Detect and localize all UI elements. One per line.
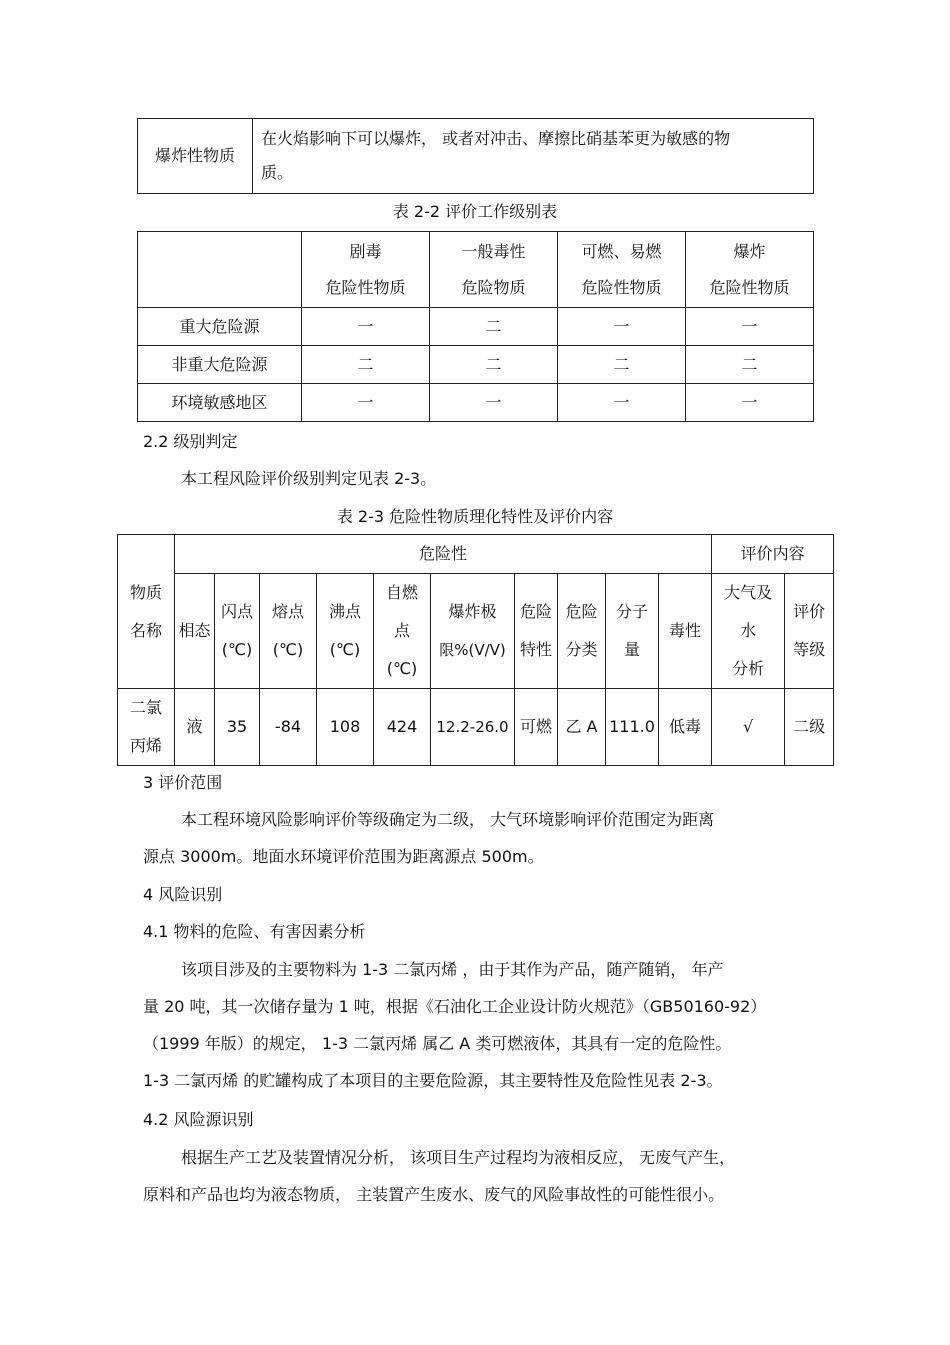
- explosive-label: 爆炸性物质: [138, 119, 253, 194]
- air-water-analysis-header: [712, 574, 785, 689]
- evaluation-grade-table: [137, 231, 814, 422]
- header-line: 熔点: [271, 602, 304, 621]
- grade-cell: 一: [558, 308, 686, 346]
- grade-cell: 一: [686, 308, 814, 346]
- row-label: 环境敏感地区: [138, 384, 302, 422]
- melting-point-header: [260, 574, 317, 689]
- header-line: (℃): [272, 640, 304, 659]
- header-line: 爆炸: [733, 241, 766, 261]
- flash-point-header: [215, 574, 260, 689]
- table-row: [138, 384, 814, 422]
- evaluation-group-header: 评价内容: [712, 535, 834, 574]
- grade-cell: 二: [686, 346, 814, 384]
- header-explosive: [686, 232, 814, 308]
- grade-cell: 一: [302, 384, 430, 422]
- molecular-weight-header: [606, 574, 659, 689]
- section-3-paragraph: [143, 801, 808, 875]
- description-line-2: 质。: [261, 163, 294, 182]
- boiling-point-header: [317, 574, 374, 689]
- molecular-weight-value: 111.0: [606, 689, 659, 766]
- header-flammable: [558, 232, 686, 308]
- evaluation-grade-header: [785, 574, 834, 689]
- header-line: 危险性物质: [709, 277, 790, 297]
- air-water-analysis-value: √: [712, 689, 785, 766]
- section-3-heading: 3 评价范围: [143, 773, 223, 792]
- header-general-toxic: [430, 232, 558, 308]
- header-line: 剧毒: [349, 241, 382, 261]
- header-line: 大气及: [724, 583, 773, 602]
- evaluation-grade-value: 二级: [785, 689, 834, 766]
- table-row: [138, 308, 814, 346]
- grade-cell: 二: [430, 346, 558, 384]
- header-line: 闪点: [220, 602, 253, 621]
- header-line: 可燃、易燃: [581, 241, 662, 261]
- section-4-2-paragraph: [143, 1139, 808, 1213]
- explosion-limit-value: 12.2-26.0: [431, 689, 515, 766]
- hazard-definition-table: [137, 118, 814, 194]
- header-line: (℃): [329, 640, 361, 659]
- table-row: [118, 689, 834, 766]
- autoignition-header: [374, 574, 431, 689]
- header-line: 分类: [565, 640, 598, 659]
- header-line: 危险: [565, 602, 598, 621]
- line-text: 该项目涉及的主要物料为 1-3 二氯丙烯 ，由于其作为产品，随产随销， 年产: [181, 960, 724, 979]
- section-4-1-paragraph: [143, 951, 808, 1099]
- paragraph-line: 源点 3000m。地面水环境评价范围为距离源点 500m。: [143, 847, 544, 866]
- toxicity-value: 低毒: [659, 689, 712, 766]
- boiling-point-value: 108: [317, 689, 374, 766]
- header-line: 水: [740, 621, 757, 640]
- line-text: 本工程环境风险影响评价等级确定为二级， 大气环境影响评价范围定为距离: [181, 810, 715, 829]
- melting-point-value: -84: [260, 689, 317, 766]
- header-line: 特性: [519, 640, 552, 659]
- grade-cell: 二: [558, 346, 686, 384]
- line-text: 根据生产工艺及装置情况分析， 该项目生产过程均为液相反应， 无废气产生，: [181, 1148, 736, 1167]
- header-line: 限%(V/V): [439, 641, 506, 659]
- section-4-1-heading: 4.1 物料的危险、有害因素分析: [143, 922, 366, 941]
- header-line: 评价: [793, 602, 826, 621]
- substance-properties-table: [117, 534, 834, 766]
- header-highly-toxic: [302, 232, 430, 308]
- header-line: 分子: [615, 602, 648, 621]
- danger-class-value: 乙 A: [558, 689, 606, 766]
- header-line: 自燃: [385, 583, 418, 602]
- grade-cell: 一: [558, 384, 686, 422]
- header-line: 物质: [129, 582, 162, 602]
- header-line: 分析: [732, 659, 765, 678]
- substance-name-header: [118, 535, 175, 689]
- phase-header: 相态: [175, 574, 215, 689]
- danger-characteristic-header: [515, 574, 558, 689]
- table-2-3-caption: 表 2-3 危险性物质理化特性及评价内容: [336, 507, 614, 526]
- autoignition-value: 424: [374, 689, 431, 766]
- header-line: 危险性物质: [325, 277, 406, 297]
- row-label: 非重大危险源: [138, 346, 302, 384]
- header-line: 危险物质: [461, 277, 526, 297]
- toxicity-header: 毒性: [659, 574, 712, 689]
- table-2-2-caption: 表 2-2 评价工作级别表: [392, 202, 558, 221]
- explosion-limit-header: [431, 574, 515, 689]
- header-line: 量: [623, 640, 640, 659]
- section-4-2-heading: 4.2 风险源识别: [143, 1110, 254, 1129]
- header-line: 沸点: [328, 602, 361, 621]
- paragraph-line: 量 20 吨，其一次储存量为 1 吨，根据《石油化工企业设计防火规范》（GB50160-92）: [143, 997, 767, 1016]
- substance-name: [118, 689, 175, 766]
- grade-cell: 二: [302, 346, 430, 384]
- section-2-2-text: 本工程风险评价级别判定见表 2-3。: [181, 469, 437, 488]
- header-line: 危险: [519, 602, 552, 621]
- grade-cell: 一: [430, 384, 558, 422]
- header-line: 一般毒性: [461, 241, 526, 261]
- description-line-1: 在火焰影响下可以爆炸， 或者对冲击、摩擦比硝基苯更为敏感的物: [261, 129, 731, 148]
- header-line: 等级: [793, 640, 826, 659]
- section-4-heading: 4 风险识别: [143, 885, 223, 904]
- paragraph-line: [143, 1139, 808, 1176]
- header-line: 点: [393, 621, 410, 640]
- section-2-2-heading: 2.2 级别判定: [143, 432, 238, 451]
- paragraph-line: 原料和产品也均为液态物质， 主装置产生废水、废气的风险事故性的可能性很小。: [143, 1185, 725, 1204]
- explosive-description: [253, 119, 814, 194]
- grade-cell: 一: [686, 384, 814, 422]
- table-row: [138, 346, 814, 384]
- danger-group-header: 危险性: [175, 535, 712, 574]
- paragraph-line: 1-3 二氯丙烯 的贮罐构成了本项目的主要危险源，其主要特性及危险性见表 2-3。: [143, 1071, 723, 1090]
- header-line: (℃): [386, 659, 418, 678]
- grade-cell: 一: [302, 308, 430, 346]
- name-line: 二氯: [129, 698, 162, 717]
- flash-point-value: 35: [215, 689, 260, 766]
- header-line: 名称: [129, 620, 162, 640]
- header-line: 危险性物质: [581, 277, 662, 297]
- row-label: 重大危险源: [138, 308, 302, 346]
- paragraph-line: [143, 801, 808, 838]
- grade-cell: 二: [430, 308, 558, 346]
- paragraph-line: （1999 年版）的规定， 1-3 二氯丙烯 属乙 A 类可燃液体，其具有一定的危险性。: [143, 1034, 732, 1053]
- header-line: (℃): [221, 640, 253, 659]
- paragraph-line: [143, 951, 808, 988]
- danger-characteristic-value: 可燃: [515, 689, 558, 766]
- name-line: 丙烯: [129, 736, 162, 755]
- corner-cell: [138, 232, 302, 308]
- danger-class-header: [558, 574, 606, 689]
- phase-value: 液: [175, 689, 215, 766]
- header-line: 爆炸极: [448, 602, 497, 621]
